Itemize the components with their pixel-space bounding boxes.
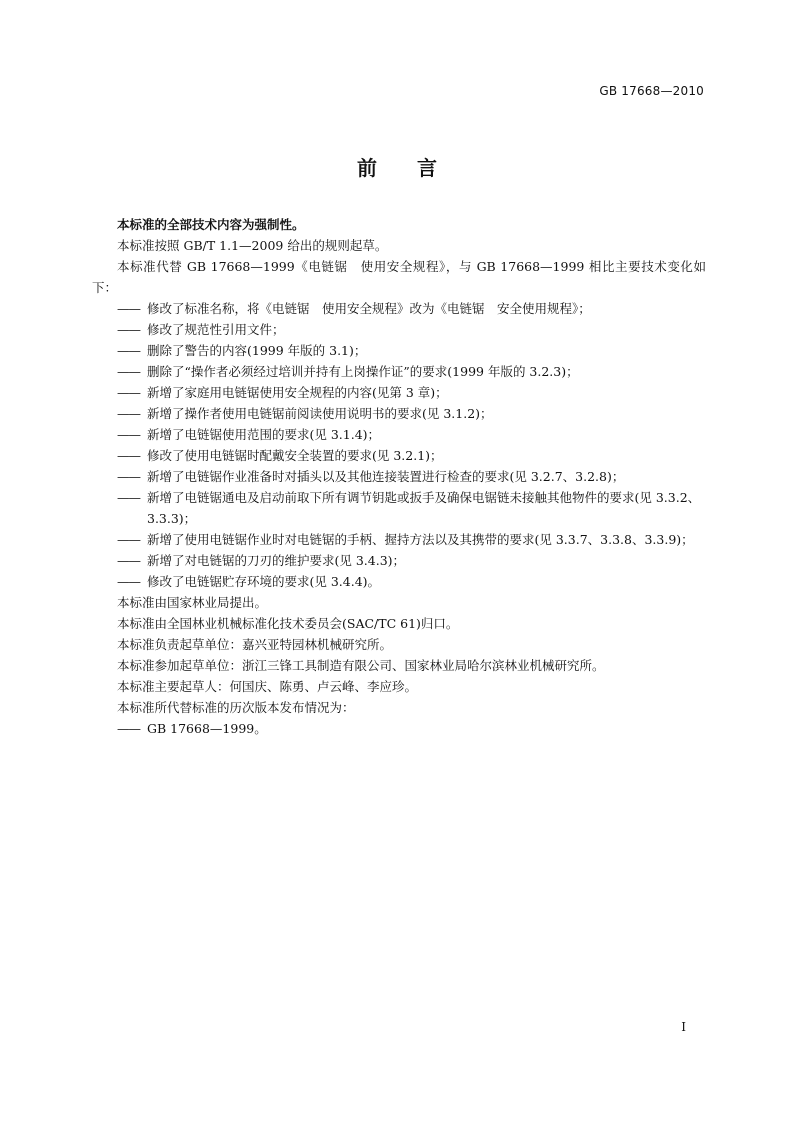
list-item [92, 340, 706, 361]
list-item-text: 新增了电链锯作业准备时对插头以及其他连接装置进行检查的要求(见 3.2.7、3.2.8)； [147, 469, 625, 484]
dash-marker: —— [117, 343, 140, 358]
drafting-rule-paragraph: 本标准按照 GB/T 1.1—2009 给出的规则起草。 [117, 238, 388, 253]
dash-marker: —— [117, 553, 140, 568]
main-drafters-paragraph: 本标准主要起草人：何国庆、陈勇、卢云峰、李应珍。 [117, 679, 418, 694]
changes-list [92, 298, 706, 592]
list-item-text: 新增了电链锯通电及启动前取下所有调节钥匙或扳手及确保电锯链未接触其他物件的要求(见 3.3.2、3.3.3)； [147, 490, 701, 526]
mandatory-statement: 本标准的全部技术内容为强制性。 [117, 217, 305, 232]
replaces-paragraph: 本标准代替 GB 17668—1999《电链锯 使用安全规程》，与 GB 17668—1999 相比主要技术变化如下： [92, 259, 706, 295]
list-item-text: 修改了使用电链锯时配戴安全装置的要求(见 3.2.1)； [147, 448, 443, 463]
list-item [92, 382, 706, 403]
responsible-drafter-paragraph: 本标准负责起草单位：嘉兴亚特园林机械研究所。 [117, 637, 393, 652]
dash-marker: —— [117, 322, 140, 337]
list-item [92, 319, 706, 340]
proposed-by-paragraph: 本标准由国家林业局提出。 [117, 595, 268, 610]
page-title: 前言 [357, 156, 477, 180]
history-intro-paragraph: 本标准所代替标准的历次版本发布情况为： [117, 700, 355, 715]
dash-marker: —— [117, 301, 140, 316]
list-item-text: 新增了操作者使用电链锯前阅读使用说明书的要求(见 3.1.2)； [147, 406, 493, 421]
dash-marker: —— [117, 490, 140, 505]
list-item [92, 466, 706, 487]
list-item-text: 新增了电链锯使用范围的要求(见 3.1.4)； [147, 427, 381, 442]
history-item-text: GB 17668—1999。 [147, 721, 267, 736]
dash-marker: —— [117, 406, 140, 421]
list-item [92, 571, 706, 592]
page-number: I [681, 1020, 686, 1034]
participating-drafters-paragraph: 本标准参加起草单位：浙江三锋工具制造有限公司、国家林业局哈尔滨林业机械研究所。 [117, 658, 605, 673]
list-item-text: 修改了规范性引用文件； [147, 322, 285, 337]
dash-marker: —— [117, 364, 140, 379]
standard-code: GB 17668—2010 [599, 84, 704, 98]
jurisdiction-paragraph: 本标准由全国林业机械标准化技术委员会(SAC/TC 61)归口。 [117, 616, 459, 631]
list-item [92, 424, 706, 445]
list-item-text: 新增了对电链锯的刀刃的维护要求(见 3.4.3)； [147, 553, 406, 568]
list-item-text: 新增了使用电链锯作业时对电链锯的手柄、握持方法以及其携带的要求(见 3.3.7、3.3.8、3.3.9)； [147, 532, 694, 547]
list-item-text: 删除了“操作者必须经过培训并持有上岗操作证”的要求(1999 年版的 3.2.3)； [147, 364, 579, 379]
history-list-item [92, 718, 706, 739]
list-item [92, 487, 706, 529]
list-item [92, 550, 706, 571]
dash-marker: —— [117, 532, 140, 547]
dash-marker: —— [117, 574, 140, 589]
foreword-body [92, 214, 706, 739]
list-item [92, 298, 706, 319]
list-item-text: 新增了家庭用电链锯使用安全规程的内容(见第 3 章)； [147, 385, 448, 400]
dash-marker: —— [117, 469, 140, 484]
list-item [92, 361, 706, 382]
list-item-text: 修改了标准名称，将《电链锯 使用安全规程》改为《电链锯 安全使用规程》； [147, 301, 591, 316]
dash-marker: —— [117, 721, 140, 736]
list-item [92, 445, 706, 466]
list-item-text: 修改了电链锯贮存环境的要求(见 3.4.4)。 [147, 574, 381, 589]
dash-marker: —— [117, 385, 140, 400]
list-item-text: 删除了警告的内容(1999 年版的 3.1)； [147, 343, 367, 358]
dash-marker: —— [117, 448, 140, 463]
dash-marker: —— [117, 427, 140, 442]
list-item [92, 403, 706, 424]
list-item [92, 529, 706, 550]
